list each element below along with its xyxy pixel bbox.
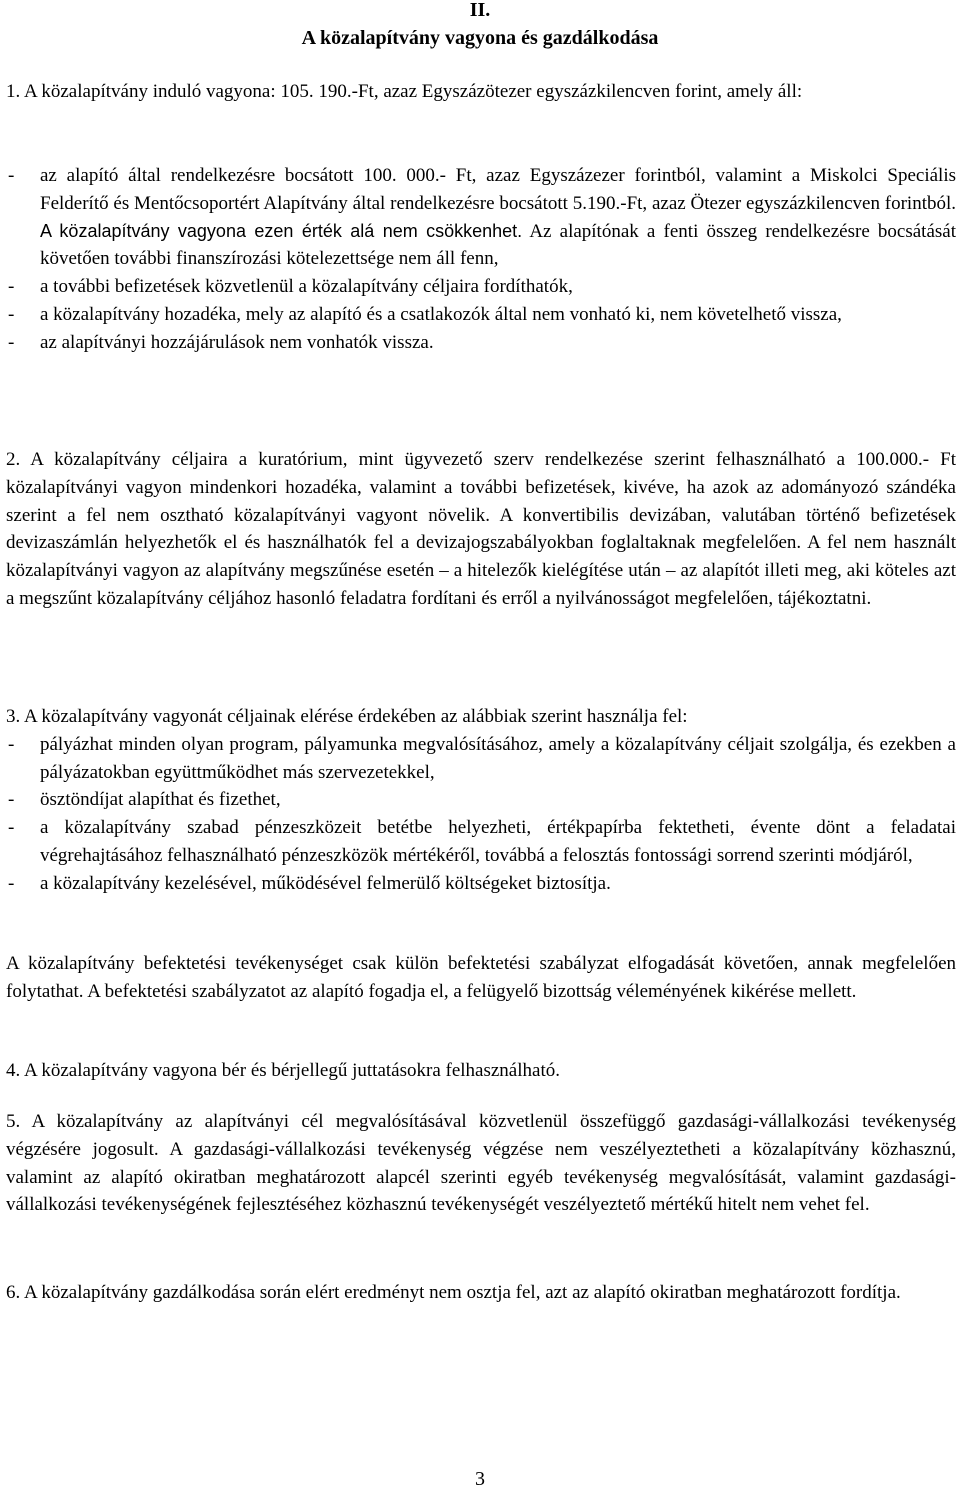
- chapter-title: A közalapítvány vagyona és gazdálkodása: [301, 27, 659, 49]
- section-1-continuation: Az alapítónak a fenti összeg rendelkezésre bocsátását követően további finanszírozási kötelezettsége nem áll fenn,: [40, 220, 957, 270]
- section-1-item-a: [6, 162, 956, 273]
- section-3-bullet: [6, 870, 956, 898]
- section-2-text: 2. A közalapítvány céljaira a kuratórium, mint ügyvezető szerv rendelkezése szerint felhasználható a 100.000.- Ft közalapítványi vagyon mindenkori hozadéka, valamint a további befizetések, kivéve, ha azok az adományozó szándéka szerint a fel nem osztható közalapítványi vagyont növelik. A konvertibilis devizában, valutában történő befizetések devizaszámlán helyezhetők el és használhatók fel a devizajogszabályokban foglaltaknak megfelelően. A fel nem használt közalapítványi vagyon az alapítvány megszűnése esetén – a hitelezők kielégítése után – az alapítót illeti meg, aki köteles azt a megszűnt közalapítvány céljához hasonló feladatra fordítani és erről a nyilvánosságot megfelelően, tájékoztatni.: [6, 449, 956, 609]
- section-6: [6, 1279, 956, 1307]
- section-3-investment-text: A közalapítvány befektetési tevékenységet csak külön befektetési szabályzat elfogadását követően, annak megfelelően folytathat. A befektetési szabályzatot az alapító fogadja el, a felügyelő bizottság véleményének kikérése mellett.: [6, 953, 956, 1002]
- section-1-item-a-tail: A közalapítvány vagyona ezen érték alá nem csökkenhet.: [40, 220, 523, 241]
- bullet-dash: -: [8, 331, 15, 353]
- bullet-dash: -: [8, 872, 15, 894]
- section-6-text: 6. A közalapítvány gazdálkodása során elért eredményt nem osztja fel, azt az alapító okiratban meghatározott fordítja.: [6, 1282, 901, 1303]
- bullet-dash: -: [8, 789, 15, 811]
- section-4-text: 4. A közalapítvány vagyona bér és bérjellegű juttatásokra felhasználható.: [6, 1060, 560, 1081]
- section-2: [6, 446, 956, 613]
- section-1-item-a-text: az alapító által rendelkezésre bocsátott 100. 000.- Ft, azaz Egyszázezer forintból, valamint a Miskolci Speciális Felderítő és Mentőcsoportért Alapítvány által rendelkezésre bocsátott 5.190.-Ft, azaz Ötezer egyszázkilencven forintból.: [40, 165, 956, 214]
- section-5: [6, 1108, 956, 1219]
- section-1-bullet-text: a további befizetések közvetlenül a közalapítvány céljaira fordíthatók,: [40, 276, 573, 298]
- section-3-bullet-text: a közalapítvány kezelésével, működésével felmerülő költségeket biztosítja.: [40, 872, 611, 894]
- bullet-dash: -: [8, 303, 15, 325]
- section-3: [6, 703, 956, 898]
- section-3-bullet-text: ösztöndíjat alapíthat és fizethet,: [40, 789, 281, 811]
- section-1-body: [6, 162, 956, 357]
- bullet-dash: -: [8, 733, 15, 755]
- section-3-investment: [6, 950, 956, 1006]
- bullet-dash: -: [8, 817, 15, 839]
- chapter-number: II.: [469, 0, 491, 21]
- section-4: [6, 1057, 956, 1085]
- section-1-bullet: [6, 329, 956, 357]
- section-1-intro-text: 1. A közalapítvány induló vagyona: 105. 190.-Ft, azaz Egyszázötezer egyszázkilencven forint, amely áll:: [6, 81, 803, 102]
- section-1-bullet: [6, 273, 956, 301]
- section-3-bullet: [6, 731, 956, 787]
- section-3-bullet-text: a közalapítvány szabad pénzeszközeit betétbe helyezheti, értékpapírba fektetheti, évente dönt a feladatai végrehajtásához felhasználható pénzeszközök mértékéről, továbbá a felosztás fontossági sorrend szerinti módjáról,: [40, 817, 956, 866]
- section-3-bullet-text: pályázhat minden olyan program, pályamunka megvalósításához, amely a közalapítvány céljait szolgálja, és ezekben a pályázatokban együttműködhet más szervezetekkel,: [40, 733, 956, 783]
- section-1-bullet: [6, 301, 956, 329]
- bullet-dash: -: [8, 276, 15, 298]
- section-3-intro: 3. A közalapítvány vagyonát céljainak elérése érdekében az alábbiak szerint használja fel:: [6, 706, 688, 727]
- section-1-intro: [6, 78, 956, 106]
- section-1-bullet-text: a közalapítvány hozadéka, mely az alapító és a csatlakozók által nem vonható ki, nem követelhető vissza,: [40, 303, 842, 325]
- page-number: 3: [475, 1468, 485, 1490]
- section-3-bullet: [6, 814, 956, 870]
- section-5-text: 5. A közalapítvány az alapítványi cél megvalósításával közvetlenül összefüggő gazdasági-vállalkozási tevékenység végzésére jogosult. A gazdasági-vállalkozási tevékenység végzése nem veszélyeztetheti a közalapítvány közhasznú, valamint az alapító okiratban meghatározott alapcél szerinti egyéb tevékenység megvalósítását, valamint gazdasági-vállalkozási tevékenységének fejlesztéséhez közhasznú tevékenységét veszélyeztető mértékű hitelt nem vehet fel.: [6, 1111, 956, 1216]
- section-3-bullet: [6, 786, 956, 814]
- section-1-bullet-text: az alapítványi hozzájárulások nem vonhatók vissza.: [40, 331, 434, 353]
- bullet-dash: -: [8, 165, 15, 186]
